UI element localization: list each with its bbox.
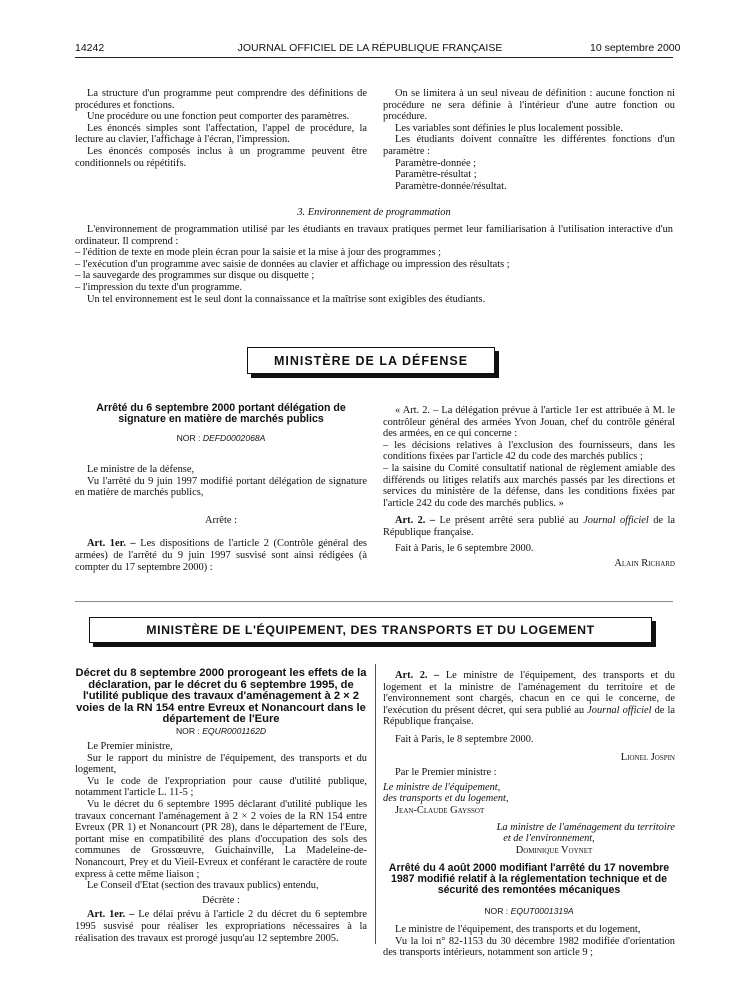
header-rule xyxy=(75,57,673,58)
art1-label: Art. 1er. – xyxy=(87,538,136,550)
defense-left-column xyxy=(75,464,367,573)
arrete2-title: Arrêté du 4 août 2000 modifiant l'arrêté du 17 novembre 1987 modifié relatif à la réglementation technique et de sécurité des remontées mécaniques xyxy=(388,862,670,896)
art2-label: Art. 2. – xyxy=(395,670,440,681)
defense-item: – les décisions relatives à l'exclusion des fournisseurs, dans les conditions fixées par l'article 42 du code des marchés publics ; xyxy=(383,439,675,463)
top-right-p3: Les étudiants doivent connaître les différentes fonctions d'un paramètre : xyxy=(383,134,675,157)
sur-rapport: Sur le rapport du ministre de l'équipement, des transports et du logement, xyxy=(75,752,367,776)
header-date: 10 septembre 2000 xyxy=(590,42,681,54)
art2-text: Le présent arrêté sera publié au xyxy=(439,515,579,527)
premier-ministre: Le Premier ministre, xyxy=(87,741,173,752)
env-item: – l'exécution d'un programme avec saisie de données au clavier et affichage ou impression des résultats ; xyxy=(75,258,510,270)
art1-text: Les dispositions de l'article 2 (Contrôle général des armées) de l'arrêté du 9 juin 1997 susvisé sont ainsi rédigées (à compter du 17 septembre 2000) : xyxy=(75,538,367,573)
minister2-title: et de l'environnement, xyxy=(503,833,595,845)
defense-fait: Fait à Paris, le 6 septembre 2000. xyxy=(395,542,534,554)
journal-officiel: Journal officiel xyxy=(583,515,649,527)
top-left-p2: Une procédure ou une fonction peut comporter des paramètres. xyxy=(87,111,350,123)
nor-label: NOR : xyxy=(175,726,203,736)
param-item: Paramètre-résultat ; xyxy=(395,169,477,181)
defense-arrete: Arrête : xyxy=(204,514,238,526)
nor-code: EQUR0001162D xyxy=(202,726,267,736)
section-title: 3. Environnement de programmation xyxy=(297,207,451,218)
env-item: – l'édition de texte en mode plein écran pour la saisie et la mise à jour des programmes ; xyxy=(75,247,442,259)
top-left-p3: Les énoncés simples sont l'affectation, l'appel de procédure, la lecture au clavier, l'affichage à l'écran, l'impression. xyxy=(75,122,367,146)
art2-text: Le ministre de l'équipement, des transports et du logement et la ministre de l'aménagement du territoire et de l'environnement sont chargés, chacun en ce qui le concerne, de l'exécution du présent décret, qui sera publié au xyxy=(383,670,675,716)
art2-text-end: de la République française. xyxy=(383,515,675,538)
defense-arrete-title: Arrêté du 6 septembre 2000 portant délégation de signature en matière de marchés publics xyxy=(96,402,346,425)
decret-art2 xyxy=(383,670,675,728)
art1-text: Le délai prévu à l'article 2 du décret du 6 septembre 1995 susvisé pour réaliser les expropriations nécessaires à la réalisation des travaux est prorogé jusqu'au 12 septembre 2005. xyxy=(75,909,367,944)
minister1-name: Jean-Claude Gayssot xyxy=(395,804,485,816)
top-left-p4: Les énoncés composés inclus à un programme peuvent être conditionnels ou répétitifs. xyxy=(75,145,367,169)
defense-quote: « Art. 2. – La délégation prévue à l'article 1er est attribuée à M. le contrôleur général des armées Yvon Jouan, chef du contrôle général des armées, en ce qui concerne : xyxy=(383,405,675,440)
top-left-p1: La structure d'un programme peut comprendre des définitions de procédures et fonctions. xyxy=(75,88,367,111)
defense-signature: Alain Richard xyxy=(614,558,675,570)
top-right-p1: On se limitera à un seul niveau de définition : aucune fonction ni procédure ne sera définie à l'intérieur d'une autre fonction ou procédure. xyxy=(383,88,675,123)
minister2-title: La ministre de l'aménagement du territoire xyxy=(496,821,675,833)
art2-text-end: de la République française. xyxy=(383,704,675,728)
section-divider xyxy=(75,601,673,602)
equipement-ministry-box: MINISTÈRE DE L'ÉQUIPEMENT, DES TRANSPORTS ET DU LOGEMENT xyxy=(89,617,652,643)
minister2-name: Dominique Voynet xyxy=(515,844,593,856)
defense-ministry-box: MINISTÈRE DE LA DÉFENSE xyxy=(247,347,495,374)
journal-title: JOURNAL OFFICIEL DE LA RÉPUBLIQUE FRANÇAISE xyxy=(237,42,503,54)
defense-minister: Le ministre de la défense, xyxy=(87,464,195,475)
minister1-title: Le ministre de l'équipement, xyxy=(383,781,501,793)
env-intro: L'environnement de programmation utilisé par les étudiants en travaux pratiques permet leur familiarisation à l'utilisation interactive d'un ordinateur. Il comprend : xyxy=(75,224,673,247)
decret-left-column xyxy=(75,741,367,944)
nor-label: NOR : xyxy=(484,906,511,916)
param-item: Paramètre-donnée ; xyxy=(395,157,477,169)
par-premier-ministre: Par le Premier ministre : xyxy=(395,767,497,779)
env-item: – la sauvegarde des programmes sur disque ou disquette ; xyxy=(75,270,315,282)
vu-code: Vu le code de l'expropriation pour cause d'utilité publique, notamment l'article L. 11-5 ; xyxy=(75,775,367,799)
decret-art1 xyxy=(75,909,367,944)
nor-code: DEFD0002068A xyxy=(202,433,266,443)
minister1-title: des transports et du logement, xyxy=(383,793,509,805)
top-left-column xyxy=(75,88,367,169)
journal-officiel: Journal officiel xyxy=(587,704,652,716)
pm-signature: Lionel Jospin xyxy=(620,751,675,763)
arrete2-nor xyxy=(383,906,675,916)
env-item: – l'impression du texte d'un programme. xyxy=(75,281,243,293)
decrete: Décrète : xyxy=(202,894,240,906)
art2-label: Art. 2. – xyxy=(395,515,436,527)
page-number: 14242 xyxy=(75,42,105,54)
env-outro: Un tel environnement est le seul dont la connaissance et la maîtrise sont exigibles des étudiants. xyxy=(87,293,486,305)
param-item: Paramètre-donnée/résultat. xyxy=(395,180,507,192)
arrete2-body xyxy=(383,924,675,959)
decret-right-column xyxy=(383,670,675,856)
top-right-p2: Les variables sont définies le plus localement possible. xyxy=(395,122,623,134)
defense-vu: Vu l'arrêté du 9 juin 1997 modifié portant délégation de signature en matière de marchés publics, xyxy=(75,475,367,499)
defense-art2 xyxy=(383,515,675,538)
defense-item: – la saisine du Comité consultatif national de règlement amiable des différends ou litiges relatifs aux marchés passés par les directions et services du ministère de la défense, dans les conditions fixées par l'article 242 du code des marchés publics. » xyxy=(383,462,675,509)
art1-label: Art. 1er. – xyxy=(87,909,135,921)
column-rule xyxy=(375,664,376,944)
decret-fait: Fait à Paris, le 8 septembre 2000. xyxy=(395,733,534,745)
top-right-column xyxy=(383,88,675,192)
nor-label: NOR : xyxy=(176,433,203,443)
environment-block xyxy=(75,224,673,305)
decret-nor xyxy=(75,726,367,736)
defense-art1 xyxy=(75,538,367,573)
vu-decret: Vu le décret du 6 septembre 1995 déclarant d'utilité publique les travaux concernant l'aménagement à 2 × 2 voies de la RN 154 entre Evreux (PR 1) et Nonancourt (PR 28), dans le département de l'Eure, portant mise en compatibilité des plans d'occupation des sols des communes de Grossœuvre, Guichainville, La Madeleine-de-Nonancourt, Prey et du Vieil-Evreux et conférant le caractère de route express à cette même liaison ; xyxy=(75,798,367,880)
nor-code: EQUT0001319A xyxy=(510,906,574,916)
defense-right-column xyxy=(383,405,675,570)
arrete2-minister: Le ministre de l'équipement, des transports et du logement, xyxy=(395,924,641,935)
conseil-etat: Le Conseil d'Etat (section des travaux publics) entendu, xyxy=(87,880,319,892)
defense-nor xyxy=(75,433,367,443)
decret-title: Décret du 8 septembre 2000 prorogeant les effets de la déclaration, par le décret du 6 septembre 1995, de l'utilité publique des travaux d'aménagement à 2 × 2 voies de la RN 154 entre Evreux et Nonancourt dans le département de l'Eure xyxy=(75,667,367,726)
arrete2-vu: Vu la loi n° 82-1153 du 30 décembre 1982 modifiée d'orientation des transports intérieurs, notamment son article 9 ; xyxy=(383,935,675,959)
